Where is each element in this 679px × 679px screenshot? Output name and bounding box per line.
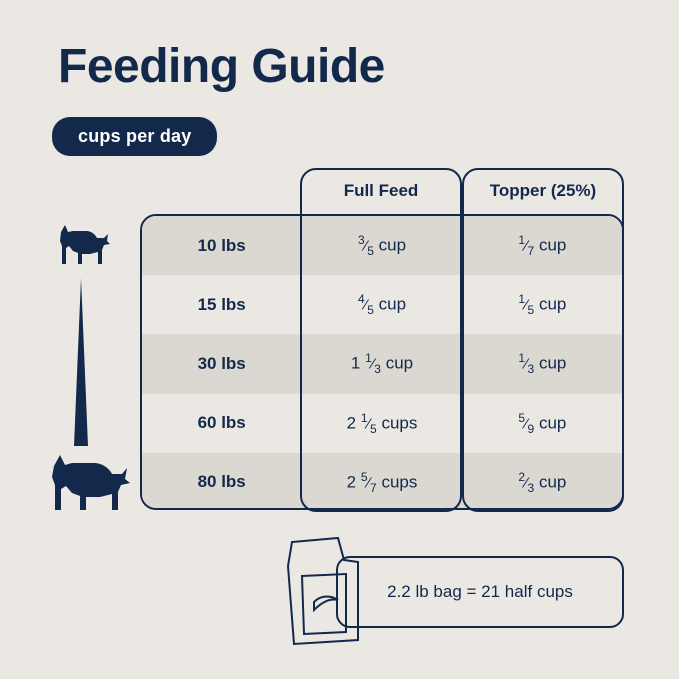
row-topper: $^1⁄_3$ cup (518, 351, 567, 377)
subtitle-pill: cups per day (52, 117, 217, 156)
feeding-table (140, 168, 624, 512)
column-header-full-feed: Full Feed (343, 181, 419, 200)
row-weight: 10 lbs (197, 235, 246, 255)
row-topper: $^2⁄_3$ cup (518, 469, 567, 495)
row-topper: $^1⁄_5$ cup (518, 292, 567, 318)
row-weight: 80 lbs (197, 472, 246, 492)
row-full-feed: $^3⁄_5$ cup (357, 233, 407, 259)
row-weight: 15 lbs (197, 294, 246, 314)
bag-note-text: 2.2 lb bag = 21 half cups (387, 582, 573, 601)
large-dog-icon (38, 452, 130, 514)
row-full-feed: 2 $^5⁄_7$ cups (346, 469, 418, 495)
table-row (142, 216, 622, 275)
row-weight: 30 lbs (197, 353, 246, 373)
table-row (142, 453, 622, 510)
size-gradient-wedge (68, 278, 94, 450)
row-full-feed: 1 $^1⁄_3$ cup (350, 351, 414, 377)
bag-note (336, 556, 624, 628)
table-body-box (140, 214, 624, 510)
row-full-feed: 2 $^1⁄_5$ cups (346, 410, 418, 436)
table-row (142, 275, 622, 334)
page-title: Feeding Guide (58, 40, 385, 93)
row-topper: $^1⁄_7$ cup (518, 233, 567, 259)
row-topper: $^5⁄_9$ cup (518, 410, 567, 436)
row-full-feed: $^4⁄_5$ cup (357, 292, 407, 318)
row-weight: 60 lbs (197, 413, 246, 433)
column-header-topper: Topper (25%) (489, 181, 597, 200)
table-row (142, 394, 622, 453)
small-dog-icon (52, 222, 114, 268)
table-row (142, 334, 622, 393)
